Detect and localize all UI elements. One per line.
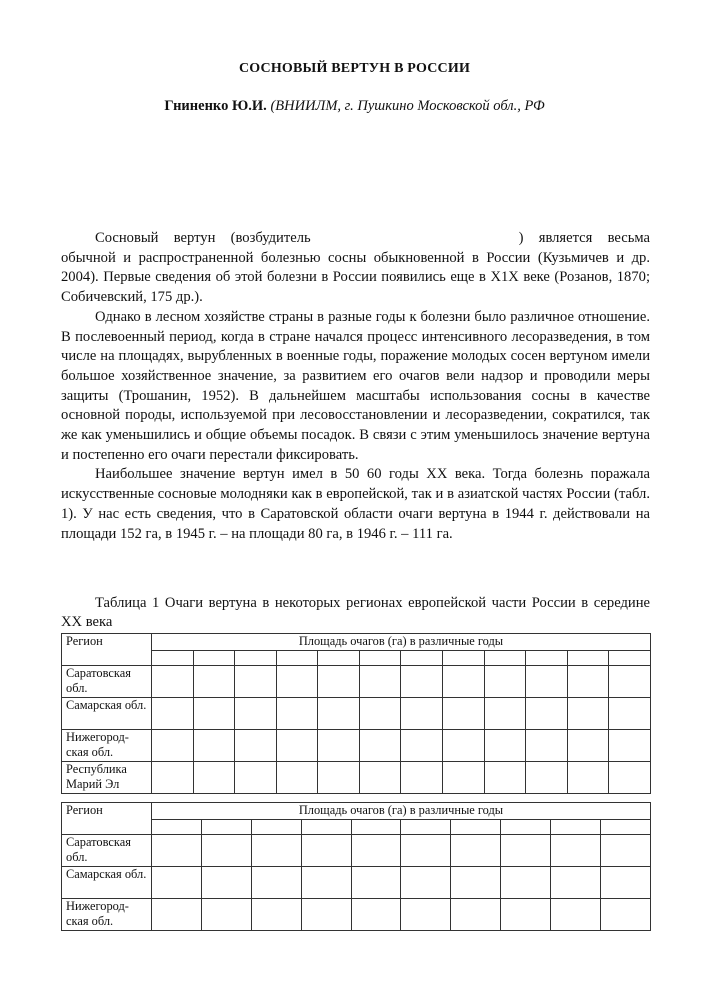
paragraph-1-start: Сосновый вертун (возбудитель xyxy=(95,230,311,246)
header-area: Площадь очагов (га) в различные годы xyxy=(152,634,651,651)
region-cell: Нижегород-ская обл. xyxy=(62,899,152,931)
region-cell: Саратовская обл. xyxy=(62,666,152,698)
table-row xyxy=(62,762,651,794)
table-header-row xyxy=(62,803,651,820)
header-region: Регион xyxy=(62,634,152,666)
document-title: СОСНОВЫЙ ВЕРТУН В РОССИИ xyxy=(238,61,471,76)
region-cell: Саратовская обл. xyxy=(62,835,152,867)
author-line xyxy=(0,98,709,115)
region-cell: Нижегород-ская обл. xyxy=(62,730,152,762)
header-region: Регион xyxy=(62,803,152,835)
paragraph-1-end: ) является весьма обычной и распространенной болезнью сосны обыкновенной в России (Кузьмичев и др. 2004). Первые сведения об этой болезни в России появились еще в Х1Х веке (Розанов, 1870; Собичевский, 175 др.). xyxy=(61,230,650,306)
table-row xyxy=(62,867,651,899)
paragraph-3: Наибольшее значение вертун имел в 50 60 годы ХХ века. Тогда болезнь поражала искусственные сосновые молодняки как в европейской, так и в азиатской частях России (табл. 1). У нас есть сведения, что в Саратовской области очаги вертуна в 1944 г. действовали на площади 152 га, в 1945 г. – на площади 80 га, в 1946 г. – 111 га. xyxy=(61,466,650,542)
author-name: Гниненко Ю.И. xyxy=(164,98,267,114)
author-affiliation: (ВНИИЛМ, г. Пушкино Московской обл., РФ xyxy=(270,98,545,114)
table-caption: Таблица 1 Очаги вертуна в некоторых регионах европейской части России в середине ХХ века xyxy=(61,595,650,630)
table-row xyxy=(62,835,651,867)
region-cell: Самарская обл. xyxy=(62,698,152,730)
paragraph-2: Однако в лесном хозяйстве страны в разные годы к болезни было различное отношение. В послевоенный период, когда в стране начался процесс интенсивного лесоразведения, в том числе на площадях, вырубленных в военные годы, поражение молодых сосен вертуном имели большое хозяйственное значение, за развитием его очагов вели надзор и проводили меры защиты (Трошанин, 1952). В дальнейшем масштабы использования сосны в качестве основной породы, используемой при лесовосстановлении и лесоразведении, сократился, так же как уменьшились и общие объемы посадок. В связи с этим уменьшилось значение вертуна и постепенно его очаги перестали фиксировать. xyxy=(61,308,650,463)
region-cell: Самарская обл. xyxy=(62,867,152,899)
table-1 xyxy=(61,633,651,794)
region-cell: Республика Марий Эл xyxy=(62,762,152,794)
table-1-continued xyxy=(61,802,651,931)
table-header-row xyxy=(62,634,651,651)
table-row xyxy=(62,698,651,730)
paragraph-1 xyxy=(61,229,650,308)
article-body xyxy=(61,229,650,544)
table-row xyxy=(62,899,651,931)
header-area: Площадь очагов (га) в различные годы xyxy=(152,803,651,820)
table-row xyxy=(62,666,651,698)
table-row xyxy=(62,730,651,762)
